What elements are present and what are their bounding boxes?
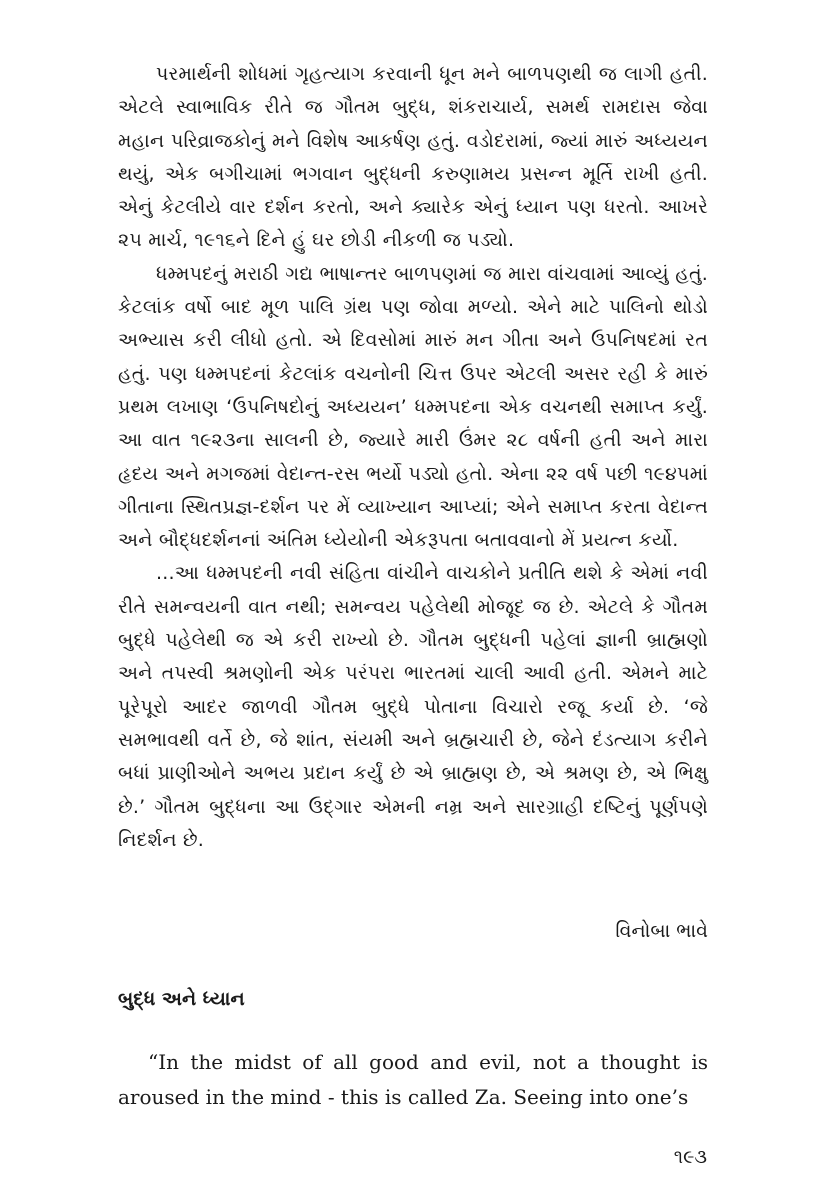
paragraph-1: પરમાર્થની શોધમાં ગૃહત્યાગ કરવાની ધૂન મને બાળપણથી જ લાગી હતી. એટલે સ્વાભાવિક રીતે જ ગૌતમ બુદ્ધ, શંકરાચાર્ય, સમર્થ રામદાસ જેવા મહાન પરિવ્રાજકોનું મને વિશેષ આકર્ષણ હતું. વડોદરામાં, જ્યાં મારું અધ્યયન થયું, એક બગીચામાં ભગવાન બુદ્ધની કરુણામય પ્રસન્ન મૂર્તિ રાખી હતી. એનું કેટલીયે વાર દર્શન કરતો, અને ક્યારેક એનું ધ્યાન પણ ધરતો. આખરે ૨૫ માર્ચ, ૧૯૧૬ને દિને હું ઘર છોડી નીકળી જ પડ્યો. (118, 63, 708, 252)
paragraph-2: ધમ્મપદનું મરાઠી ગદ્ય ભાષાન્તર બાળપણમાં જ મારા વાંચવામાં આવ્યું હતું. કેટલાંક વર્ષો બાદ મૂળ પાલિ ગ્રંથ પણ જોવા મળ્યો. એને માટે પાલિનો થોડો અભ્યાસ કરી લીધો હતો. એ દિવસોમાં મારું મન ગીતા અને ઉપનિષદમાં રત હતું. પણ ધમ્મપદનાં કેટલાંક વચનોની ચિત્ત ઉપર એટલી અસર રહી કે મારું પ્રથમ લખાણ ‘ઉપનિષદોનું અધ્યયન’ ધમ્મપદના એક વચનથી સમાપ્ત કર્યું. આ વાત ૧૯૨૩ના સાલની છે, જ્યારે મારી ઉંમર ૨૮ વર્ષની હતી અને મારા હૃદય અને મગજમાં વેદાન્ત-રસ ભર્યો પડ્યો હતો. એના ૨૨ વર્ષ પછી ૧૯૪૫માં ગીતાના સ્થિતપ્રજ્ઞ-દર્શન પર મેં વ્યાખ્યાન આપ્યાં; એને સમાપ્ત કરતા વેદાન્ત અને બૌદ્ધદર્શનનાં અંતિમ ધ્યેયોની એકરૂપતા બતાવવાનો મેં પ્રયત્ન કર્યો. (118, 262, 708, 552)
section-heading: બુદ્ધ અને ધ્યાન (118, 988, 245, 1010)
author-signature: વિનોબા ભાવે (615, 920, 708, 942)
english-quote: “In the midst of all good and evil, not a thought is aroused in the mind - this is called Za. Seeing into one’s (118, 1050, 708, 1109)
paragraph-3: ...આ ધમ્મપદની નવી સંહિતા વાંચીને વાચકોને પ્રતીતિ થશે કે એમાં નવી રીતે સમન્વયની વાત નથી; સમન્વય પહેલેથી મોજૂદ જ છે. એટલે કે ગૌતમ બુદ્ધે પહેલેથી જ એ કરી રાખ્યો છે. ગૌતમ બુદ્ધની પહેલાં જ્ઞાની બ્રાહ્મણો અને તપસ્વી શ્રમણોની એક પરંપરા ભારતમાં ચાલી આવી હતી. એમને માટે પૂરેપૂરો આદર જાળવી ગૌતમ બુદ્ધે પોતાના વિચારો રજૂ કર્યા છે. ‘જે સમભાવથી વર્તે છે, જે શાંત, સંયમી અને બ્રહ્મચારી છે, જેને દંડત્યાગ કરીને બધાં પ્રાણીઓને અભય પ્રદાન કર્યું છે એ બ્રાહ્મણ છે, એ શ્રમણ છે, એ ભિક્ષુ છે.’ ગૌતમ બુદ્ધના આ ઉદ્ગાર એમની નમ્ર અને સારગ્રાહી દષ્ટિનું પૂર્ણપણે નિદર્શન છે. (118, 562, 708, 851)
page-number: ૧૯૩ (673, 1146, 707, 1168)
page-content (118, 58, 708, 1109)
